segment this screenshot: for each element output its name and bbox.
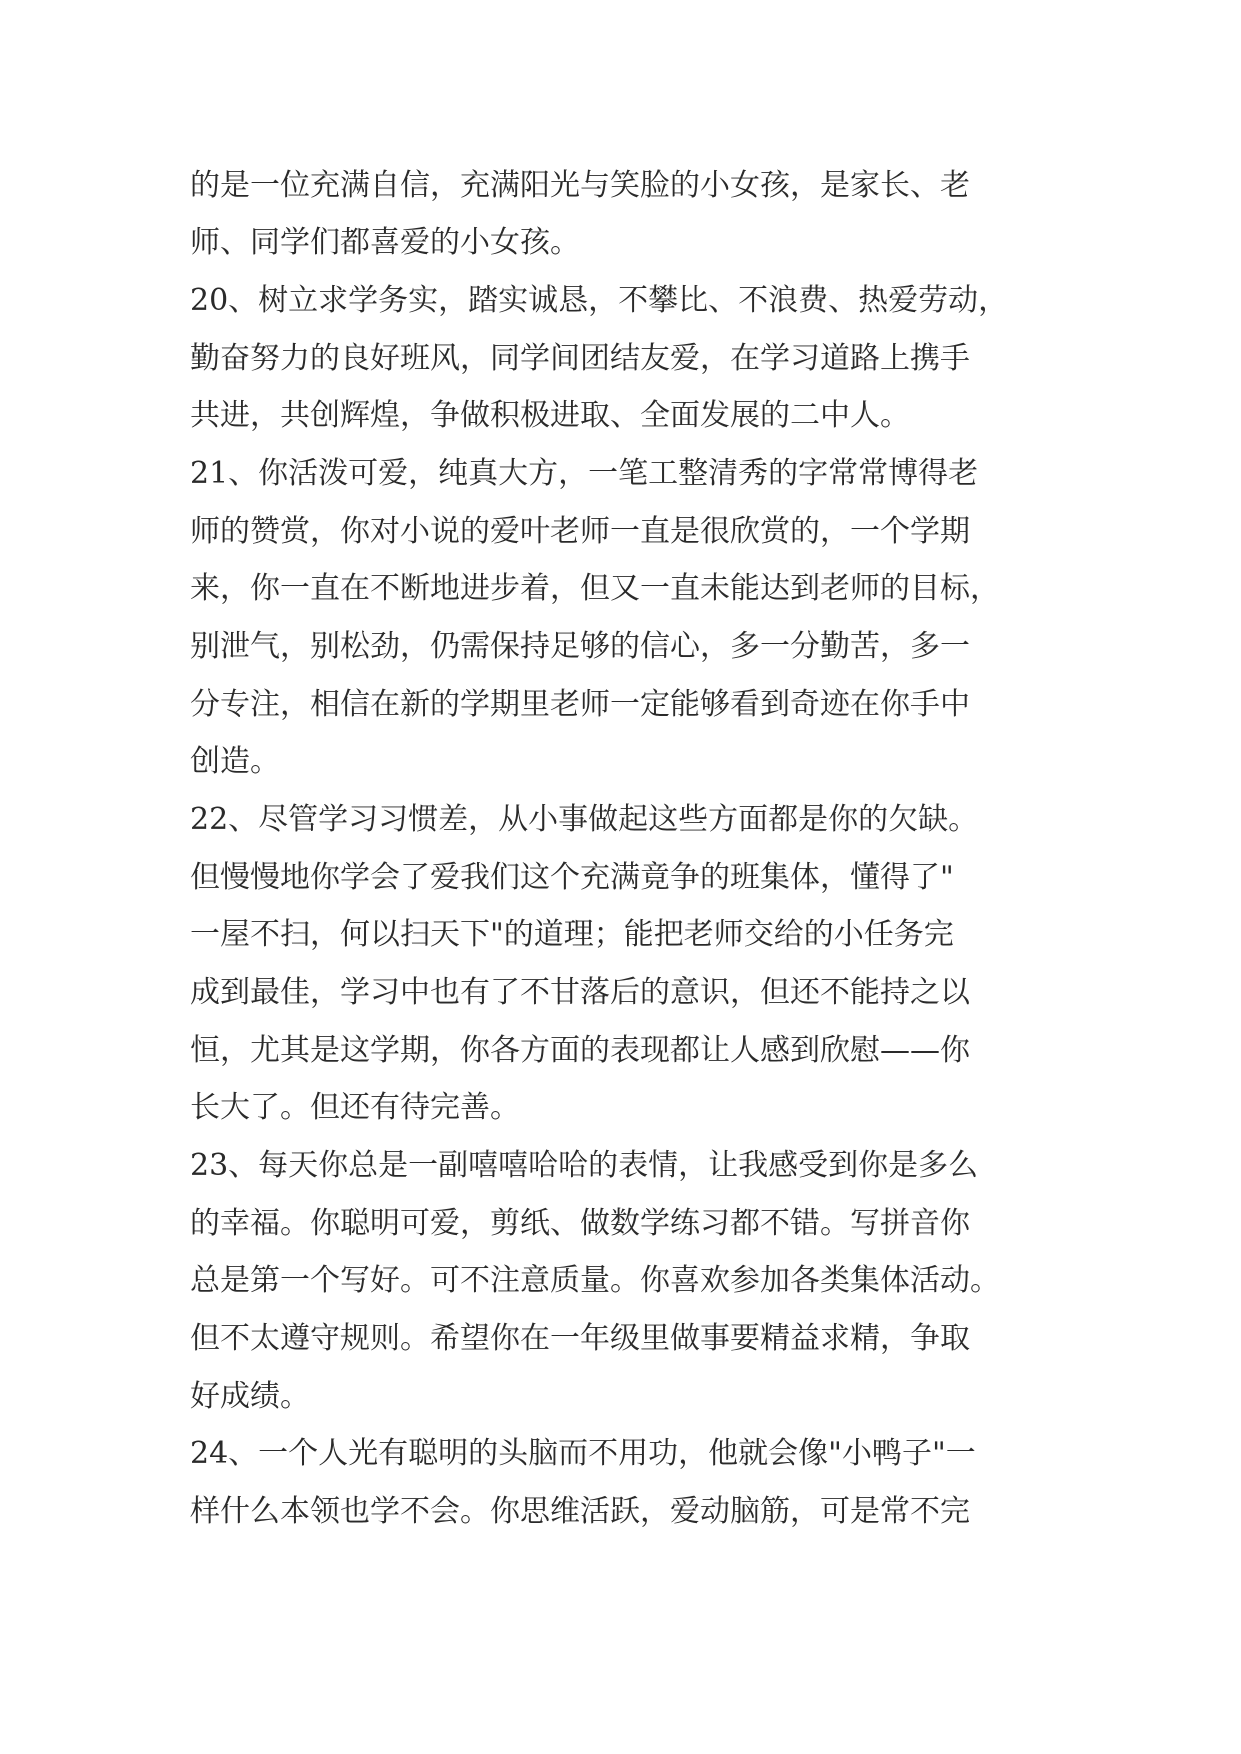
text-line: 共进，共创辉煌，争做积极进取、全面发展的二中人。: [190, 398, 910, 433]
text-line: 的幸福。你聪明可爱，剪纸、做数学练习都不错。写拼音你: [190, 1206, 970, 1241]
text-line: 成到最佳，学习中也有了不甘落后的意识，但还不能持之以: [190, 975, 970, 1010]
text-line: 20、树立求学务实，踏实诚恳，不攀比、不浪费、热爱劳动，: [190, 283, 1009, 318]
text-line: 样什么本领也学不会。你思维活跃，爱动脑筋，可是常不完: [190, 1494, 970, 1529]
text-line: 总是第一个写好。可不注意质量。你喜欢参加各类集体活动。: [190, 1263, 1000, 1298]
text-line: 来，你一直在不断地进步着，但又一直未能达到老师的目标，: [190, 571, 1000, 606]
text-line: 别泄气，别松劲，仍需保持足够的信心，多一分勤苦，多一: [190, 629, 970, 664]
text-line: 师、同学们都喜爱的小女孩。: [190, 225, 580, 260]
text-line: 的是一位充满自信，充满阳光与笑脸的小女孩，是家长、老: [190, 168, 970, 203]
text-line: 21、你活泼可爱，纯真大方，一笔工整清秀的字常常博得老: [190, 456, 979, 491]
text-line: 23、每天你总是一副嘻嘻哈哈的表情，让我感受到你是多么: [190, 1148, 979, 1183]
text-line: 但慢慢地你学会了爱我们这个充满竟争的班集体，懂得了": [190, 860, 954, 895]
text-line: 22、尽管学习习惯差，从小事做起这些方面都是你的欠缺。: [190, 802, 979, 837]
text-line: 勤奋努力的良好班风，同学间团结友爱，在学习道路上携手: [190, 341, 970, 376]
text-line: 恒，尤其是这学期，你各方面的表现都让人感到欣慰——你: [190, 1033, 970, 1068]
text-line: 但不太遵守规则。希望你在一年级里做事要精益求精，争取: [190, 1321, 970, 1356]
text-line: 分专注，相信在新的学期里老师一定能够看到奇迹在你手中: [190, 687, 970, 722]
text-line: 创造。: [190, 744, 280, 779]
text-line: 师的赞赏，你对小说的爱叶老师一直是很欣赏的，一个学期: [190, 514, 970, 549]
text-line: 24、一个人光有聪明的头脑而不用功，他就会像"小鸭子"一: [190, 1436, 976, 1471]
text-line: 一屋不扫，何以扫天下"的道理；能把老师交给的小任务完: [190, 917, 954, 952]
text-line: 好成绩。: [190, 1379, 310, 1414]
text-line: 长大了。但还有待完善。: [190, 1090, 520, 1125]
